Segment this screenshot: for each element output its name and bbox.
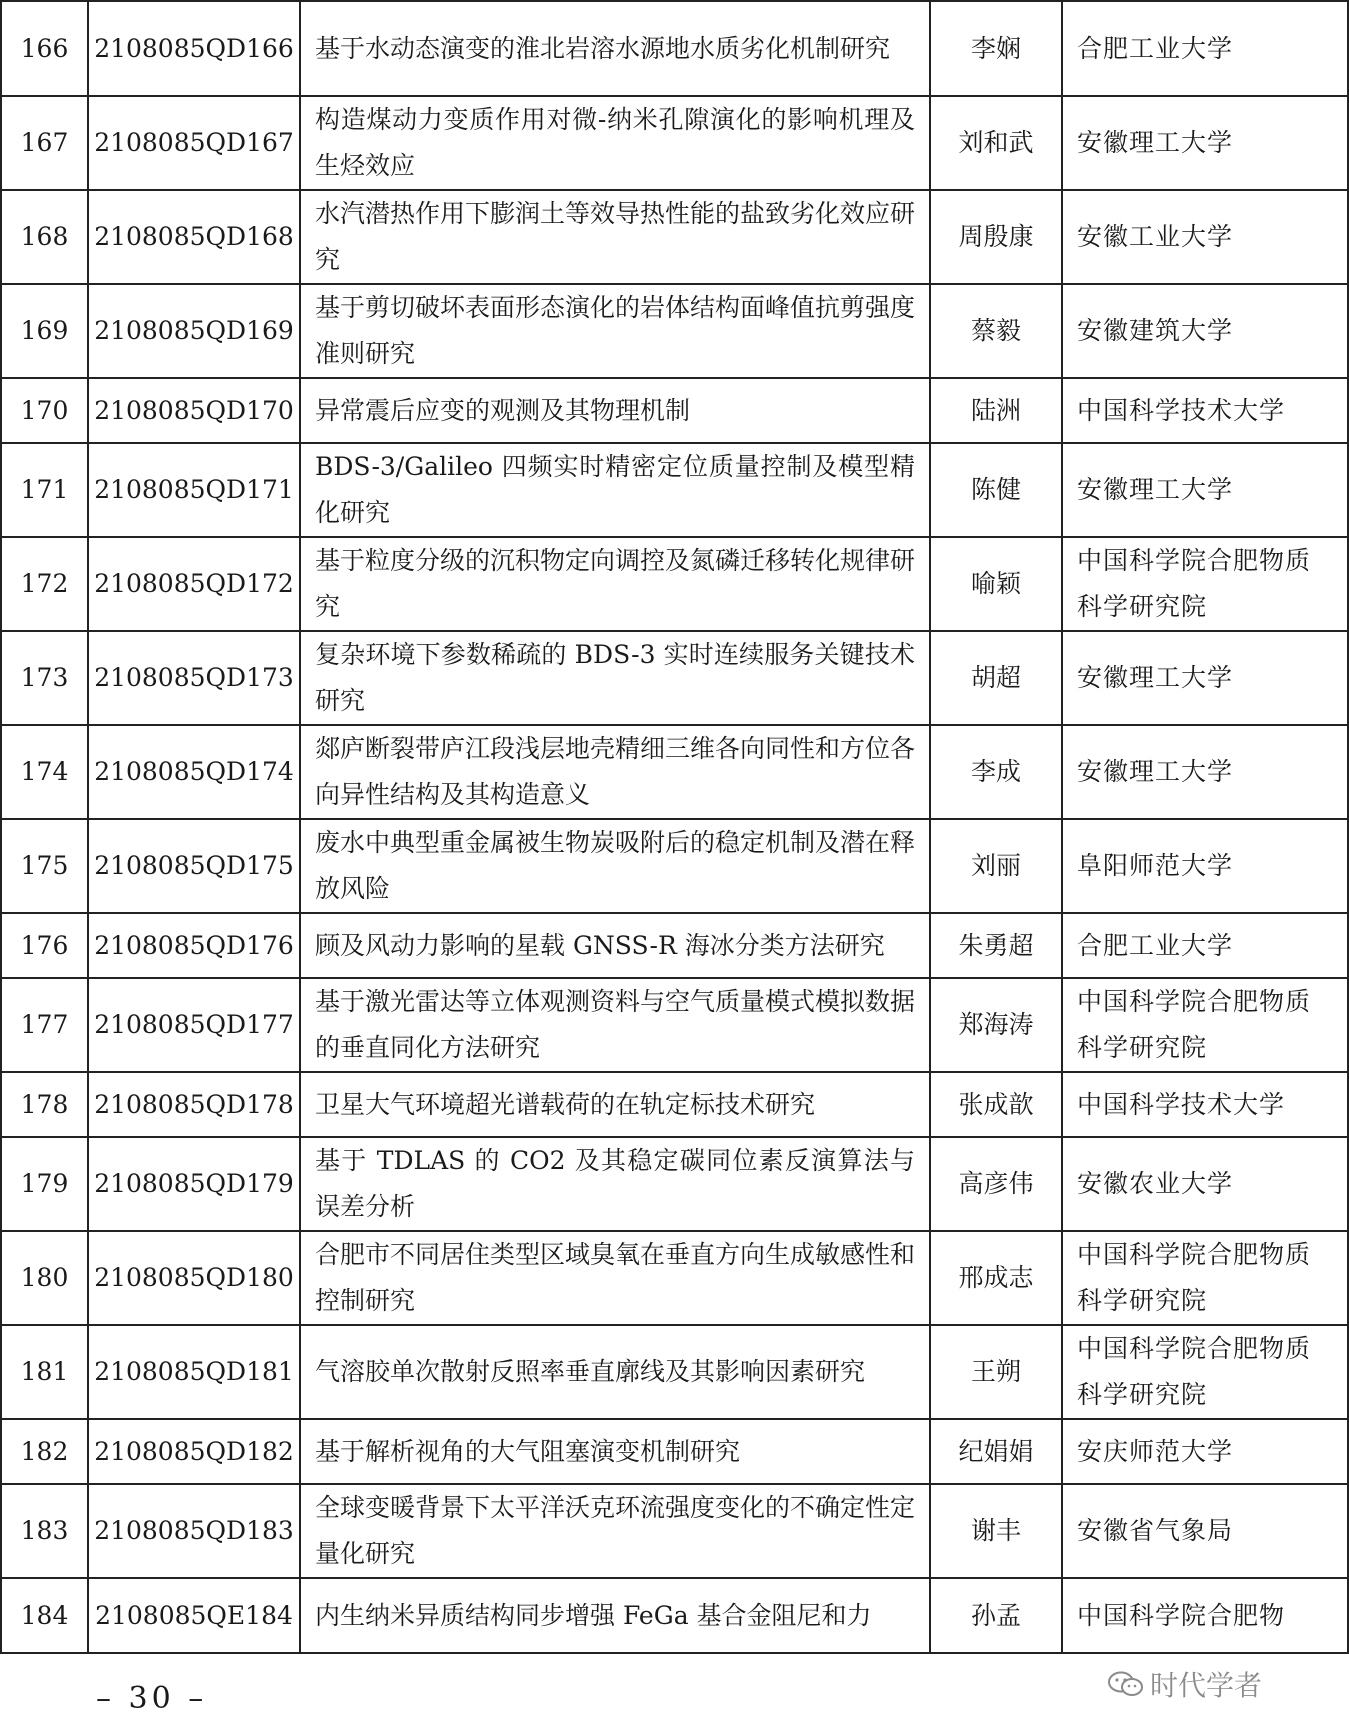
- row-number: 178: [1, 1072, 88, 1137]
- project-title: 废水中典型重金属被生物炭吸附后的稳定机制及潜在释放风险: [300, 819, 930, 913]
- project-title: 内生纳米异质结构同步增强 FeGa 基合金阻尼和力: [300, 1578, 930, 1653]
- principal-investigator: 周殷康: [930, 190, 1062, 284]
- project-title: 基于激光雷达等立体观测资料与空气质量模式模拟数据的垂直同化方法研究: [300, 978, 930, 1072]
- project-code: 2108085QD178: [88, 1072, 300, 1137]
- institution: 中国科学技术大学: [1062, 1072, 1348, 1137]
- project-code: 2108085QD173: [88, 631, 300, 725]
- project-code: 2108085QD181: [88, 1325, 300, 1419]
- row-number: 166: [1, 1, 88, 96]
- table-row: [1, 190, 1348, 284]
- project-title: 水汽潜热作用下膨润土等效导热性能的盐致劣化效应研究: [300, 190, 930, 284]
- institution: 安徽理工大学: [1062, 725, 1348, 819]
- project-code: 2108085QD177: [88, 978, 300, 1072]
- row-number: 167: [1, 96, 88, 190]
- row-number: 172: [1, 537, 88, 631]
- project-title: 顾及风动力影响的星载 GNSS-R 海冰分类方法研究: [300, 913, 930, 978]
- project-title: 基于解析视角的大气阻塞演变机制研究: [300, 1419, 930, 1484]
- table-row: [1, 1419, 1348, 1484]
- institution: 中国科学院合肥物: [1062, 1578, 1348, 1653]
- project-title: 气溶胶单次散射反照率垂直廓线及其影响因素研究: [300, 1325, 930, 1419]
- principal-investigator: 朱勇超: [930, 913, 1062, 978]
- institution: 中国科学院合肥物质科学研究院: [1062, 1231, 1348, 1325]
- institution: 安徽工业大学: [1062, 190, 1348, 284]
- project-title: 复杂环境下参数稀疏的 BDS-3 实时连续服务关键技术研究: [300, 631, 930, 725]
- table-row: [1, 443, 1348, 537]
- institution: 合肥工业大学: [1062, 913, 1348, 978]
- principal-investigator: 刘丽: [930, 819, 1062, 913]
- project-code: 2108085QD182: [88, 1419, 300, 1484]
- table-row: [1, 378, 1348, 443]
- row-number: 179: [1, 1137, 88, 1231]
- table-row: [1, 819, 1348, 913]
- project-code: 2108085QD166: [88, 1, 300, 96]
- table-row: [1, 1578, 1348, 1653]
- project-code: 2108085QD174: [88, 725, 300, 819]
- table-row: [1, 725, 1348, 819]
- project-title: 郯庐断裂带庐江段浅层地壳精细三维各向同性和方位各向异性结构及其构造意义: [300, 725, 930, 819]
- institution: 安庆师范大学: [1062, 1419, 1348, 1484]
- row-number: 169: [1, 284, 88, 378]
- row-number: 181: [1, 1325, 88, 1419]
- project-code: 2108085QD180: [88, 1231, 300, 1325]
- table-row: [1, 284, 1348, 378]
- table-row: [1, 537, 1348, 631]
- project-title: 异常震后应变的观测及其物理机制: [300, 378, 930, 443]
- institution: 中国科学院合肥物质科学研究院: [1062, 537, 1348, 631]
- table-row: [1, 1137, 1348, 1231]
- row-number: 174: [1, 725, 88, 819]
- table-row: [1, 1484, 1348, 1578]
- row-number: 180: [1, 1231, 88, 1325]
- table-row: [1, 1, 1348, 96]
- row-number: 168: [1, 190, 88, 284]
- principal-investigator: 喻颖: [930, 537, 1062, 631]
- table-row: [1, 978, 1348, 1072]
- institution: 中国科学院合肥物质科学研究院: [1062, 978, 1348, 1072]
- row-number: 175: [1, 819, 88, 913]
- table-row: [1, 96, 1348, 190]
- principal-investigator: 邢成志: [930, 1231, 1062, 1325]
- institution: 阜阳师范大学: [1062, 819, 1348, 913]
- institution: 安徽理工大学: [1062, 96, 1348, 190]
- row-number: 184: [1, 1578, 88, 1653]
- institution: 合肥工业大学: [1062, 1, 1348, 96]
- principal-investigator: 高彦伟: [930, 1137, 1062, 1231]
- institution: 中国科学院合肥物质科学研究院: [1062, 1325, 1348, 1419]
- principal-investigator: 王朔: [930, 1325, 1062, 1419]
- institution: 中国科学技术大学: [1062, 378, 1348, 443]
- principal-investigator: 郑海涛: [930, 978, 1062, 1072]
- project-title: BDS-3/Galileo 四频实时精密定位质量控制及模型精化研究: [300, 443, 930, 537]
- row-number: 176: [1, 913, 88, 978]
- project-code: 2108085QD168: [88, 190, 300, 284]
- principal-investigator: 刘和武: [930, 96, 1062, 190]
- row-number: 173: [1, 631, 88, 725]
- table-row: [1, 913, 1348, 978]
- watermark-text: 时代学者: [1149, 1669, 1262, 1702]
- table-row: [1, 1325, 1348, 1419]
- project-code: 2108085QD171: [88, 443, 300, 537]
- project-code: 2108085QD176: [88, 913, 300, 978]
- principal-investigator: 谢丰: [930, 1484, 1062, 1578]
- row-number: 170: [1, 378, 88, 443]
- watermark: [1108, 1664, 1262, 1704]
- principal-investigator: 孙孟: [930, 1578, 1062, 1653]
- project-code: 2108085QD175: [88, 819, 300, 913]
- project-code: 2108085QD179: [88, 1137, 300, 1231]
- project-code: 2108085QD170: [88, 378, 300, 443]
- project-title: 基于水动态演变的淮北岩溶水源地水质劣化机制研究: [300, 1, 930, 96]
- row-number: 183: [1, 1484, 88, 1578]
- project-title: 基于剪切破坏表面形态演化的岩体结构面峰值抗剪强度准则研究: [300, 284, 930, 378]
- institution: 安徽理工大学: [1062, 443, 1348, 537]
- principal-investigator: 蔡毅: [930, 284, 1062, 378]
- principal-investigator: 纪娟娟: [930, 1419, 1062, 1484]
- project-code: 2108085QD167: [88, 96, 300, 190]
- institution: 安徽建筑大学: [1062, 284, 1348, 378]
- table-body: [1, 1, 1348, 1653]
- project-title: 基于粒度分级的沉积物定向调控及氮磷迁移转化规律研究: [300, 537, 930, 631]
- project-title: 全球变暖背景下太平洋沃克环流强度变化的不确定性定量化研究: [300, 1484, 930, 1578]
- project-code: 2108085QD183: [88, 1484, 300, 1578]
- institution: 安徽农业大学: [1062, 1137, 1348, 1231]
- table-row: [1, 1231, 1348, 1325]
- table-row: [1, 1072, 1348, 1137]
- project-title: 卫星大气环境超光谱载荷的在轨定标技术研究: [300, 1072, 930, 1137]
- principal-investigator: 胡超: [930, 631, 1062, 725]
- project-code: 2108085QD172: [88, 537, 300, 631]
- row-number: 177: [1, 978, 88, 1072]
- project-title: 合肥市不同居住类型区域臭氧在垂直方向生成敏感性和控制研究: [300, 1231, 930, 1325]
- principal-investigator: 李成: [930, 725, 1062, 819]
- principal-investigator: 陆洲: [930, 378, 1062, 443]
- institution: 安徽省气象局: [1062, 1484, 1348, 1578]
- table-row: [1, 631, 1348, 725]
- project-code: 2108085QD169: [88, 284, 300, 378]
- wechat-icon: [1108, 1671, 1144, 1697]
- principal-investigator: 李娴: [930, 1, 1062, 96]
- row-number: 182: [1, 1419, 88, 1484]
- institution: 安徽理工大学: [1062, 631, 1348, 725]
- principal-investigator: 张成歆: [930, 1072, 1062, 1137]
- project-title: 构造煤动力变质作用对微-纳米孔隙演化的影响机理及生烃效应: [300, 96, 930, 190]
- project-code: 2108085QE184: [88, 1578, 300, 1653]
- project-title: 基于 TDLAS 的 CO2 及其稳定碳同位素反演算法与误差分析: [300, 1137, 930, 1231]
- page-number: – 30 –: [96, 1681, 208, 1716]
- row-number: 171: [1, 443, 88, 537]
- principal-investigator: 陈健: [930, 443, 1062, 537]
